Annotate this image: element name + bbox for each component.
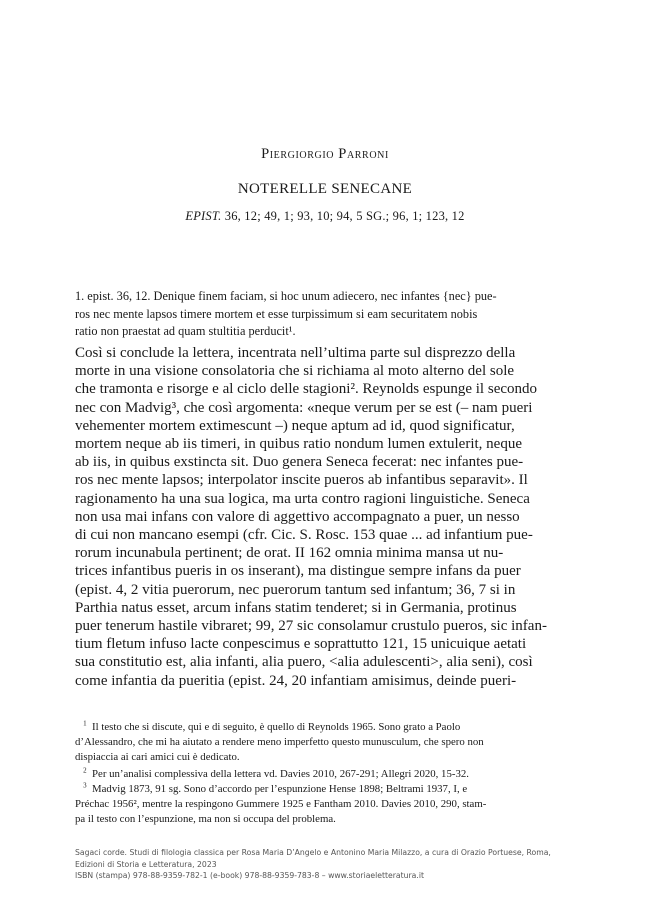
excerpt-line: ros nec mente lapsos timere mortem et esse turpissimum si eam securitatem nobis — [75, 306, 478, 321]
footer-citation: Sagaci corde. Studi di filologia classica per Rosa Maria D’Angelo e Antonino Maria Milazzo, a cura di Orazio Portuese, Roma, — [75, 848, 551, 857]
body-line: ros nec mente lapsos; interpolator inscite pueros ab infantibus separavit». Il — [75, 472, 528, 489]
body-line: non usa mai infans con valore di aggettivo accompagnato a puer, un nesso — [75, 508, 520, 525]
body-line: (epist. 4, 2 vitia puerorum, nec puerorum tantum sed infantum; 36, 7 si in — [75, 581, 516, 598]
footnote-text: Madvig 1873, 91 sg. Sono d’accordo per l’espunzione Hense 1898; Beltrami 1937, I, e — [92, 783, 468, 795]
subtitle-epist-label: EPIST. — [185, 209, 222, 223]
body-line: mortem neque ab iis timeri, in quibus ratio nondum lumen extulerit, neque — [75, 436, 522, 453]
footnote-line — [75, 782, 575, 797]
footnote-line — [75, 720, 575, 735]
article-title: NOTERELLE SENECANE — [237, 181, 413, 197]
body-text — [75, 344, 575, 690]
body-line: rorum incunabula pertinent; de orat. II 162 omnia minima mansa ut nu- — [75, 545, 504, 562]
body-line: puer tenerum hastile vibraret; 99, 27 sic consolamur crustulo pueros, sic infan- — [75, 618, 547, 635]
body-line: vehementer mortem extimescunt –) neque aptum ad id, quod significatur, — [75, 417, 515, 434]
footnote-1 — [75, 720, 575, 766]
body-line: come infantia da pueritia (epist. 24, 20 infantiam amisimus, deinde pueri- — [75, 672, 517, 689]
footnote-number: 1 — [83, 719, 87, 728]
body-line: trices infantibus pueris in os inserant), ma distingue sempre infans da puer — [75, 563, 521, 580]
body-line: ragionamento ha una sua logica, ma urta contro ragioni linguistiche. Seneca — [75, 490, 530, 507]
footnote-text: Il testo che si discute, qui e di seguito, è quello di Reynolds 1965. Sono grato a Paolo — [92, 721, 461, 733]
footnote-number: 3 — [83, 781, 87, 790]
subtitle-references: 36, 12; 49, 1; 93, 10; 94, 5 SG.; 96, 1; 123, 12 — [221, 209, 465, 223]
body-line: Parthia natus esset, arcum infans statim tenderet; si in Germania, protinus — [75, 599, 517, 616]
body-line: nec con Madvig³, che così argomenta: «neque verum per se est (– nam pueri — [75, 399, 533, 416]
article-subtitle — [0, 209, 650, 224]
footnote-line: d’Alessandro, che mi ha aiutato a rendere meno imperfetto questo munusculum, che spero non — [75, 736, 484, 749]
body-line: tium fletum infuso lacte conpescimus e soprattutto 121, 15 unicuique aetati — [75, 636, 527, 653]
footer-publisher: Edizioni di Storia e Letteratura, 2023 — [75, 859, 217, 869]
excerpt-line: ratio non praestat ad quam stultitia perducit¹. — [75, 324, 296, 338]
footnote-line: dispiaccia ai cari amici cui è dedicato. — [75, 751, 240, 764]
quoted-excerpt — [75, 288, 575, 341]
body-line: che tramonta e risorge e al ciclo delle stagioni². Reynolds espunge il secondo — [75, 381, 538, 398]
author-name: Piergiorgio Parroni — [261, 146, 389, 162]
excerpt-line: 1. epist. 36, 12. Denique finem faciam, si hoc unum adiecero, nec infantes {nec} pue- — [75, 289, 497, 303]
body-line: di cui non mancano esempi (cfr. Cic. S. Rosc. 153 quae ... ad infantium pue- — [75, 527, 533, 544]
footnote-number: 2 — [83, 766, 87, 775]
footnote-2 — [75, 767, 575, 782]
footer-isbn: ISBN (stampa) 978-88-9359-782-1 (e-book) 978-88-9359-783-8 – www.storiaeletteratura.it — [75, 871, 424, 881]
body-line: morte in una visione consolatoria che si richiama al moto alterno del sole — [75, 363, 515, 380]
page-footer — [75, 847, 575, 882]
body-line: ab iis, in quibus exstincta sit. Duo genera Seneca fecerat: nec infantes pue- — [75, 454, 524, 471]
footnote-line: pa il testo con l’espunzione, ma non si occupa del problema. — [75, 813, 336, 826]
footnote-line — [75, 767, 575, 782]
footnote-line: Préchac 1956², mentre la respingono Gummere 1925 e Fantham 2010. Davies 2010, 290, stam- — [75, 798, 487, 811]
footnote-text: Per un’analisi complessiva della lettera vd. Davies 2010, 267-291; Allegri 2020, 15-32. — [92, 768, 469, 780]
footnote-3 — [75, 782, 575, 828]
body-line: Così si conclude la lettera, incentrata nell’ultima parte sul disprezzo della — [75, 345, 516, 361]
body-line: sua constitutio est, alia infanti, alia puero, <alia adulescenti>, alia seni), così — [75, 654, 533, 671]
